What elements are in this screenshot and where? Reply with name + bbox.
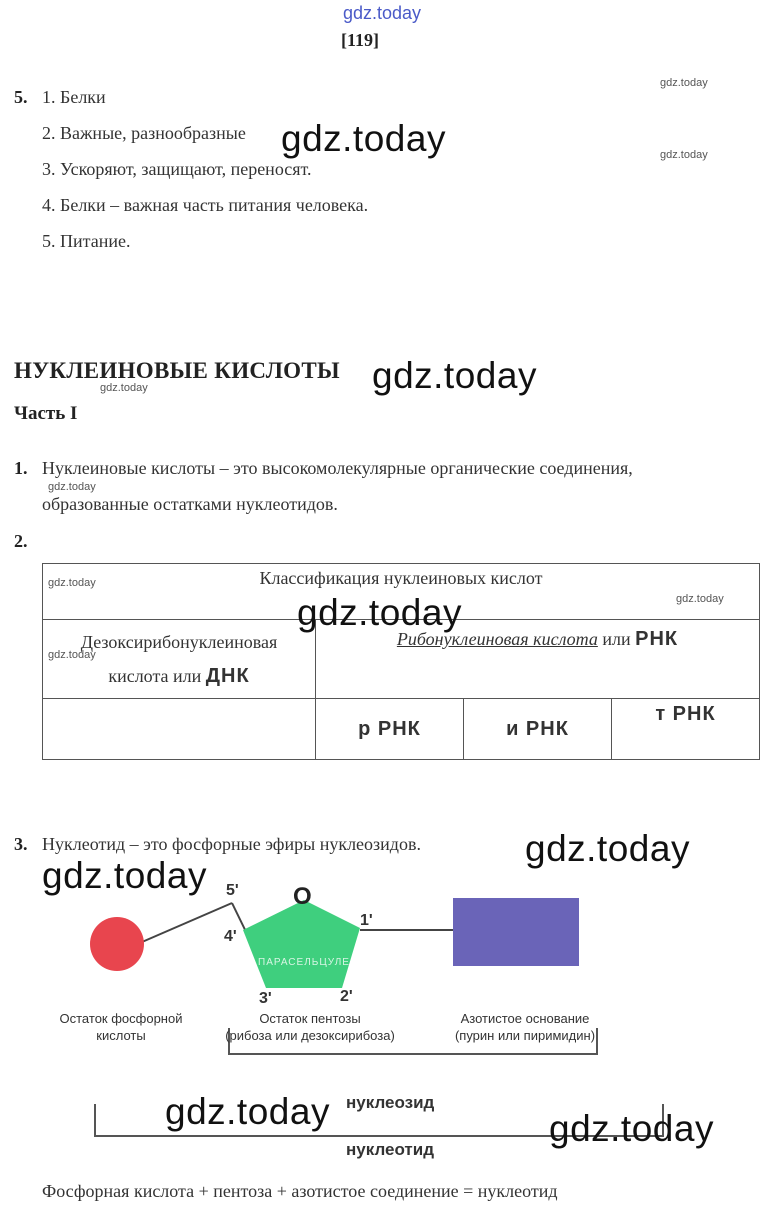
mrna-label: и РНК [506, 717, 569, 740]
watermark-big: gdz.today [297, 592, 462, 633]
page-number: [119] [341, 30, 379, 50]
prime-5-label: 5' [226, 882, 239, 899]
nucleoside-label: нуклеозид [346, 1093, 435, 1112]
answer-line: 2. Важные, разнообразные [42, 123, 246, 143]
mrna-cell [464, 699, 612, 760]
pentose-pentagon [243, 900, 360, 988]
watermark-small: gdz.today [48, 577, 96, 589]
trna-label: т РНК [655, 703, 716, 725]
answer-line: образованные остатками нуклеотидов. [42, 494, 338, 514]
answer-line: 5. Питание. [42, 231, 131, 251]
answer-line: Нуклеотид – это фосфорные эфиры нуклеозидов. [42, 834, 421, 854]
rrna-label: р РНК [358, 717, 421, 740]
ring-oxygen: O [293, 883, 312, 910]
table-header: Классификация нуклеиновых кислот [259, 568, 543, 588]
watermark-big: gdz.today [42, 855, 207, 896]
nucleotide-label: нуклеотид [346, 1140, 434, 1159]
phosphate-label: Остаток фосфорной кислоты [59, 1011, 183, 1043]
trna-cell [612, 699, 760, 760]
bond-phosphate-5 [142, 903, 232, 942]
watermark-small: gdz.today [48, 649, 96, 661]
answer-line: 3. Ускоряют, защищают, переносят. [42, 159, 312, 179]
pentose-inner-text: ПАРАСЕЛЬЦУЛЕ [258, 957, 350, 968]
watermark-small: gdz.today [676, 593, 724, 605]
answer-line: Нуклеиновые кислоты – это высокомолекулярные органические соединения, [42, 458, 633, 478]
watermark-small: gdz.today [660, 77, 708, 89]
question-number: 3. [14, 834, 28, 854]
empty-cell [43, 699, 316, 760]
watermark-small: gdz.today [48, 481, 96, 493]
section-title: НУКЛЕИНОВЫЕ КИСЛОТЫ [14, 358, 340, 383]
prime-4-label: 4' [224, 928, 237, 945]
part-title: Часть I [14, 403, 78, 424]
question-number: 5. [14, 87, 28, 107]
base-rect [453, 898, 579, 966]
watermark-small: gdz.today [100, 382, 148, 394]
answer-line: 4. Белки – важная часть питания человека. [42, 195, 369, 215]
question-number: 2. [14, 531, 28, 551]
watermark-small: gdz.today [660, 149, 708, 161]
rna-abbr: РНК [635, 628, 679, 650]
watermark-big: gdz.today [372, 355, 537, 396]
watermark-big: gdz.today [549, 1108, 714, 1149]
rrna-cell [316, 699, 464, 760]
phosphate-circle [90, 917, 144, 971]
answer-line: 1. Белки [42, 87, 106, 107]
rna-link[interactable]: Рибонуклеиновая кислота [396, 629, 598, 649]
watermark-top: gdz.today [343, 3, 422, 23]
prime-2-label: 2' [340, 988, 353, 1005]
prime-3-label: 3' [259, 990, 272, 1007]
watermark-big: gdz.today [281, 118, 446, 159]
watermark-big: gdz.today [525, 828, 690, 869]
base-label: Азотистое основание (пурин или пиримидин) [454, 1011, 596, 1043]
watermark-big: gdz.today [165, 1091, 330, 1132]
dna-label-line2: кислота или [108, 666, 202, 686]
dna-label-line1: Дезоксирибонуклеиновая [80, 632, 278, 652]
prime-1-label: 1' [360, 912, 373, 929]
pentose-label: Остаток пентозы (рибоза или дезоксирибоза) [225, 1011, 395, 1043]
rna-or: или [602, 629, 631, 649]
formula-line: Фосфорная кислота + пентоза + азотистое соединение = нуклеотид [42, 1181, 558, 1201]
question-number: 1. [14, 458, 28, 478]
dna-abbr: ДНК [205, 665, 250, 687]
